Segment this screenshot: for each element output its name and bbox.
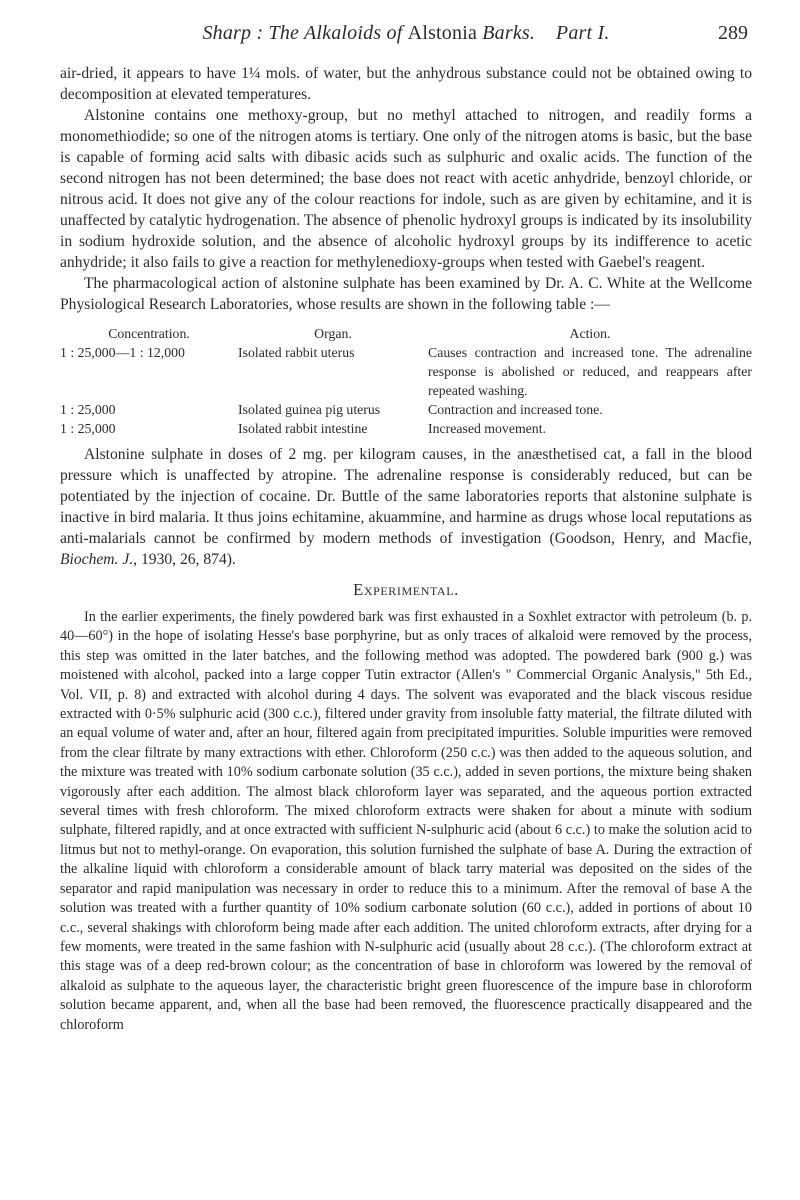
paragraph-4-end: , 1930, 26, 874). [133,551,236,568]
col-header-organ: Organ. [314,326,352,341]
title-barks: Barks. [477,22,536,44]
paragraph-2: Alstonine contains one methoxy-group, but no methyl attached to nitrogen, and readily forms a monomethiodide; so one of the nitrogen atoms is tertiary. One only of the nitrogen atoms is basic, but the base is capable of forming acid salts with dibasic acids such as sulphuric and oxalic acids. The function of the second nitrogen has not been determined; the base does not react with acetic anhydride, benzoyl chloride, or nitrous acid. It does not give any of the colour reactions for indole, such as are given by echitamine, and it is unaffected by catalytic hydrogenation. The absence of phenolic hydroxyl groups is indicated by its insolubility in sodium hydroxide solution, and the absence of alcoholic hydroxyl groups by its indifference to acetic anhydride; it also fails to give a reaction for methylenedioxy-groups when tested with Gaebel's reagent. [60,107,752,271]
author-name: Sharp [202,22,252,44]
cell-concentration: 1 : 25,000—1 : 12,000 [60,345,185,360]
table-row [60,343,752,400]
col-header-concentration: Concentration. [108,326,190,341]
title-part: Part I. [555,22,610,44]
paragraph-5: In the earlier experiments, the finely powdered bark was first exhausted in a Soxhlet extractor with petroleum (b. p. 40—60°) in the hope of isolating Hesse's base porphyrine, but as only traces of alkaloid were removed by the process, this step was omitted in the later batches, and the following method was adopted. The powdered bark (900 g.) was moistened with alcohol, packed into a large copper Tutin extractor (Allen's " Commercial Organic Analysis," 5th Ed., Vol. VII, p. 8) and extracted with alcohol during 4 days. The solvent was evaporated and the black viscous residue extracted with 0·5% sulphuric acid (300 c.c.), filtered under gravity from insoluble fatty material, the filtrate diluted with an equal volume of water and, after an hour, filtered again from precipitated impurities. Soluble impurities were removed from the clear filtrate by many extractions with ether. Chloroform (250 c.c.) was then added to the aqueous solution, and the mixture was treated with 10% sodium carbonate solution (35 c.c.), added in seven portions, the mixture being shaken vigorously after each addition. The almost black chloroform layer was separated, and the aqueous portion extracted several times with fresh chloroform. The mixed chloroform extracts were shaken for about a minute with sodium sulphate, filtered rapidly, and at once extracted with sufficient N-sulphuric acid (about 6 c.c.) to make the solution acid to litmus but not to methyl-orange. On evaporation, this solution furnished the sulphate of base A. During the extraction of the alkaline liquid with chloroform a considerable amount of black tarry material was deposited on the sides of the separator and rapid manipulation was necessary in order to reduce this to a minimum. After the removal of base A the solution was treated with a further quantity of 10% sodium carbonate solution (60 c.c.), added in portions of about 10 c.c., several shakings with chloroform being made after each addition. The united chloroform extracts, after drying for a few moments, were treated in the same fashion with N-sulphuric acid (usually about 28 c.c.). (The chloroform extract at this stage was of a deep red-brown colour; as the concentration of base in chloroform was lowered by the removal of alkaloid as sulphate to the aqueous layer, the characteristic bright green fluorescence of the impure base in chloroform solution became apparent, and, when all the base had been removed, the fluorescence practically disappeared and the chloroform [60,609,752,1033]
paragraph-4-text: Alstonine sulphate in doses of 2 mg. per kilogram causes, in the anæsthetised cat, a fall in the blood pressure which is unaffected by atropine. The adrenaline response is considerably reduced, but can be potentiated by the injection of cocaine. Dr. Buttle of the same laboratories reports that alstonine sulphate is inactive in bird malaria. It thus joins echitamine, akuammine, and harmine as drugs whose local reputations as anti-malarials cannot be confirmed by modern methods of investigation (Goodson, Henry, and Macfie, [60,446,752,547]
title-alstonia: Alstonia [407,22,478,44]
table-header-row [60,324,752,343]
cell-organ: Isolated rabbit intestine [238,421,368,436]
table-row [60,400,752,419]
title-colon: : [251,22,269,44]
paragraph-4 [60,444,752,570]
title-alkaloids: The Alkaloids [268,22,382,44]
cell-organ: Isolated guinea pig uterus [238,402,381,417]
table-row [60,419,752,438]
running-head [60,22,752,54]
page-number: 289 [718,22,748,44]
cell-organ: Isolated rabbit uterus [238,345,355,360]
paragraph-1: air-dried, it appears to have 1¼ mols. of water, but the anhydrous substance could not be obtained owing to decomposition at elevated temperatures. [60,65,752,103]
cell-concentration: 1 : 25,000 [60,421,116,436]
col-header-action: Action. [569,326,611,341]
section-heading: Experimental. [353,580,459,599]
cell-concentration: 1 : 25,000 [60,402,116,417]
citation-journal: Biochem. J. [60,551,134,568]
cell-action: Causes contraction and increased tone. The adrenaline response is abolished or reduced, and reappears after repeated washing. [428,345,752,398]
running-title [60,22,752,45]
paragraph-3: The pharmacological action of alstonine sulphate has been examined by Dr. A. C. White at the Wellcome Physiological Research Laboratories, whose results are shown in the following table :— [60,275,752,313]
cell-action: Increased movement. [428,421,546,436]
pharmacology-table [60,324,752,438]
title-of: of [381,22,408,44]
cell-action: Contraction and increased tone. [428,402,603,417]
